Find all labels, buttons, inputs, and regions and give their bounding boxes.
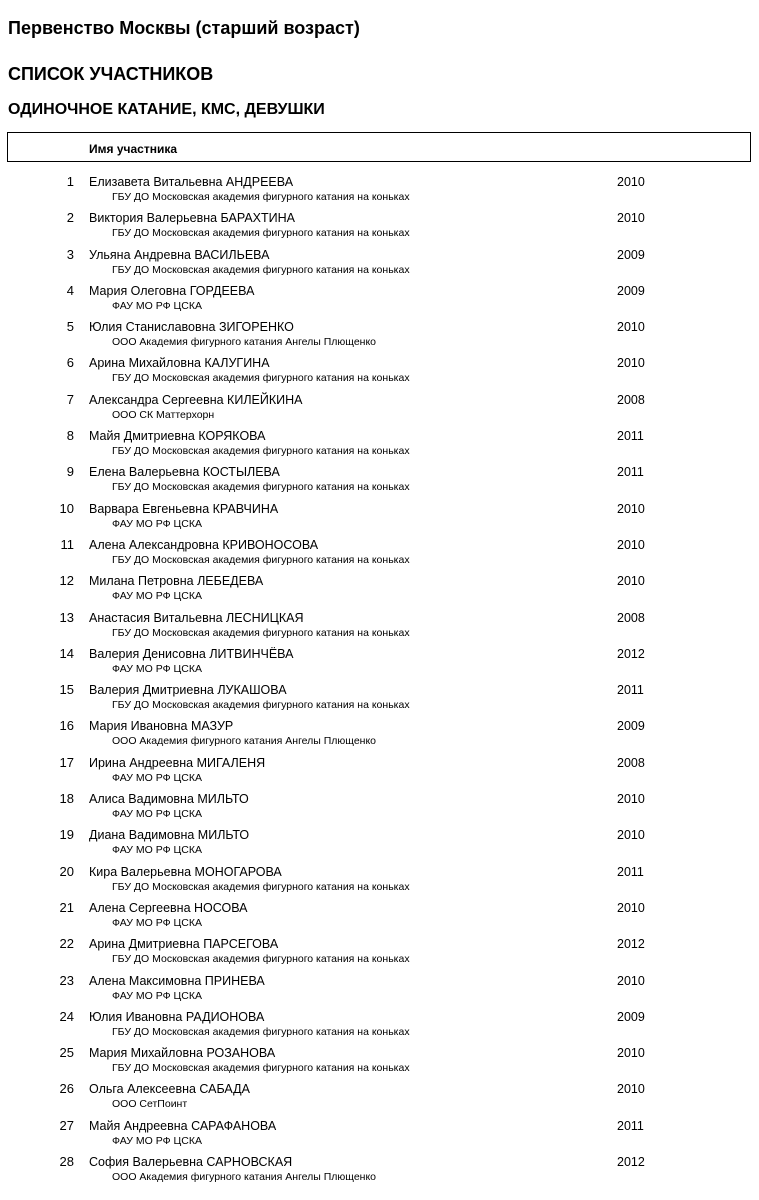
participant-number: 25 [59,1045,74,1061]
participant-list [0,173,759,1189]
participant-name: Милана Петровна ЛЕБЕДЕВА [89,574,264,589]
participant-club: ГБУ ДО Московская академия фигурного катания на коньках [112,445,410,458]
table-row [0,1044,759,1080]
participant-number: 18 [59,791,74,807]
participant-club: ООО СК Маттерхорн [112,408,215,421]
participant-name: Ульяна Андревна ВАСИЛЬЕВА [89,247,270,262]
table-row [0,863,759,899]
participant-year: 2010 [617,1046,645,1061]
participant-name: Арина Дмитриевна ПАРСЕГОВА [89,937,279,952]
participant-number: 27 [59,1117,74,1133]
participant-year: 2010 [617,1082,645,1097]
table-row [0,717,759,753]
participant-club: ООО Академия фигурного катания Ангелы Плющенко [112,1171,377,1184]
table-row [0,536,759,572]
participant-year: 2011 [617,683,644,698]
table-row [0,463,759,499]
participant-club: ФАУ МО РФ ЦСКА [112,517,202,530]
participant-name: Анастасия Витальевна ЛЕСНИЦКАЯ [89,610,304,625]
table-row [0,645,759,681]
participant-name: Елизавета Витальевна АНДРЕЕВА [89,175,294,189]
participant-year: 2009 [617,283,645,298]
participant-name: Алена Максимовна ПРИНЕВА [89,973,265,988]
table-row [0,354,759,390]
participant-name: София Валерьевна САРНОВСКАЯ [89,1155,293,1170]
table-row [0,318,759,354]
table-row [0,609,759,645]
participant-number: 8 [66,428,74,444]
participant-number: 23 [59,972,74,988]
participant-name: Валерия Денисовна ЛИТВИНЧЁВА [89,646,294,661]
participant-club: ГБУ ДО Московская академия фигурного катания на коньках [112,553,410,566]
participant-number: 13 [59,609,74,625]
participant-number: 22 [59,936,74,952]
participant-club: ГБУ ДО Московская академия фигурного катания на коньках [112,953,410,966]
participant-number: 20 [59,863,74,879]
participant-year: 2010 [617,900,645,915]
participant-number: 11 [60,536,74,552]
participant-year: 2010 [617,828,645,843]
participant-number: 19 [59,827,74,843]
participant-club: ФАУ МО РФ ЦСКА [112,771,202,784]
table-row [0,246,759,282]
participant-year: 2008 [617,610,645,625]
participant-club: ФАУ МО РФ ЦСКА [112,844,202,857]
participant-name: Мария Михайловна РОЗАНОВА [89,1046,276,1061]
participant-number: 7 [66,391,74,407]
participant-name: Виктория Валерьевна БАРАХТИНА [89,211,295,226]
participant-club: ГБУ ДО Московская академия фигурного катания на коньках [112,1025,410,1038]
participant-year: 2009 [617,247,645,262]
participant-year: 2010 [617,574,645,589]
participant-year: 2010 [617,356,645,371]
participant-name: Алена Александровна КРИВОНОСОВА [89,537,319,552]
participant-number: 24 [59,1008,74,1024]
column-header-name: Имя участника [89,142,178,156]
table-row [0,754,759,790]
participant-year: 2010 [617,501,645,516]
participant-year: 2011 [617,429,644,444]
participant-year: 2010 [617,792,645,807]
participant-name: Алиса Вадимовна МИЛЬТО [89,792,249,807]
table-row [0,681,759,717]
participant-club: ФАУ МО РФ ЦСКА [112,299,202,312]
participant-number: 15 [59,682,74,698]
participant-number: 17 [59,754,74,770]
table-row [0,972,759,1008]
participant-year: 2008 [617,755,645,770]
participant-year: 2009 [617,1009,645,1024]
participant-number: 10 [59,500,74,516]
participant-club: ГБУ ДО Московская академия фигурного катания на коньках [112,1062,410,1075]
participant-club: ГБУ ДО Московская академия фигурного катания на коньках [112,263,410,276]
participant-year: 2011 [617,465,644,480]
participant-name: Ирина Андреевна МИГАЛЕНЯ [89,755,266,770]
participant-number: 9 [66,464,74,480]
participant-club: ФАУ МО РФ ЦСКА [112,916,202,929]
participant-name: Варвара Евгеньевна КРАВЧИНА [89,501,279,516]
table-row [0,935,759,971]
category-title: ОДИНОЧНОЕ КАТАНИЕ, КМС, ДЕВУШКИ [8,101,325,118]
participant-year: 2012 [617,1155,645,1170]
table-row [0,790,759,826]
participant-number: 26 [59,1081,74,1097]
participant-name: Юлия Станиславовна ЗИГОРЕНКО [89,320,294,335]
participant-number: 6 [66,355,74,371]
participant-year: 2011 [617,1118,644,1133]
participant-club: ФАУ МО РФ ЦСКА [112,989,202,1002]
participant-club: ФАУ МО РФ ЦСКА [112,1134,202,1147]
participant-year: 2008 [617,392,645,407]
participant-year: 2010 [617,973,645,988]
participant-number: 5 [66,319,74,335]
table-row [0,282,759,318]
participant-year: 2010 [617,211,645,226]
participant-year: 2012 [617,937,645,952]
participant-name: Майя Андреевна САРАФАНОВА [89,1118,277,1133]
participant-number: 4 [66,282,74,298]
table-row [0,1153,759,1189]
participant-name: Ольга Алексеевна САБАДА [89,1082,250,1097]
participant-club: ГБУ ДО Московская академия фигурного катания на коньках [112,481,410,494]
participant-name: Алена Сергеевна НОСОВА [89,900,248,915]
participant-year: 2010 [617,175,645,189]
table-row [0,1080,759,1116]
participant-name: Майя Дмитриевна КОРЯКОВА [89,429,266,444]
table-row [0,899,759,935]
participant-name: Александра Сергеевна КИЛЕЙКИНА [89,392,303,407]
participant-club: ООО Академия фигурного катания Ангелы Плющенко [112,735,377,748]
participant-number: 14 [59,645,74,661]
table-row [0,500,759,536]
participant-name: Валерия Дмитриевна ЛУКАШОВА [89,683,287,698]
table-header [7,132,751,162]
participant-club: ГБУ ДО Московская академия фигурного катания на коньках [112,191,410,203]
participant-name: Мария Ивановна МАЗУР [89,719,234,734]
table-row [0,1117,759,1153]
participant-number: 16 [59,718,74,734]
participant-club: ГБУ ДО Московская академия фигурного катания на коньках [112,880,410,893]
participant-club: ФАУ МО РФ ЦСКА [112,662,202,675]
participant-club: ФАУ МО РФ ЦСКА [112,808,202,821]
participant-club: ГБУ ДО Московская академия фигурного катания на коньках [112,227,410,240]
table-row [0,572,759,608]
participant-year: 2009 [617,719,645,734]
participant-club: ГБУ ДО Московская академия фигурного катания на коньках [112,699,410,712]
participant-club: ООО Академия фигурного катания Ангелы Плющенко [112,336,377,349]
participant-club: ГБУ ДО Московская академия фигурного катания на коньках [112,372,410,385]
participant-year: 2010 [617,320,645,335]
table-row [0,391,759,427]
list-title: СПИСОК УЧАСТНИКОВ [8,64,214,84]
participant-number: 2 [66,210,74,226]
participant-name: Елена Валерьевна КОСТЫЛЕВА [89,465,280,480]
participant-number: 1 [66,174,74,189]
participant-name: Мария Олеговна ГОРДЕЕВА [89,283,255,298]
participant-number: 12 [59,573,74,589]
table-row [0,1008,759,1044]
table-row [0,173,759,209]
participant-year: 2010 [617,537,645,552]
table-row [0,427,759,463]
participant-name: Юлия Ивановна РАДИОНОВА [89,1009,265,1024]
participant-club: ФАУ МО РФ ЦСКА [112,590,202,603]
document-title: Первенство Москвы (старший возраст) [8,18,360,38]
participant-year: 2011 [617,864,644,879]
participant-name: Арина Михайловна КАЛУГИНА [89,356,270,371]
participant-number: 28 [59,1154,74,1170]
participant-club: ГБУ ДО Московская академия фигурного катания на коньках [112,626,410,639]
table-row [0,826,759,862]
table-row [0,209,759,245]
participant-number: 3 [66,246,74,262]
participant-name: Диана Вадимовна МИЛЬТО [89,828,250,843]
participant-club: ООО СетПоинт [112,1098,188,1111]
participant-number: 21 [59,899,74,915]
participant-year: 2012 [617,646,645,661]
participant-name: Кира Валерьевна МОНОГАРОВА [89,864,282,879]
